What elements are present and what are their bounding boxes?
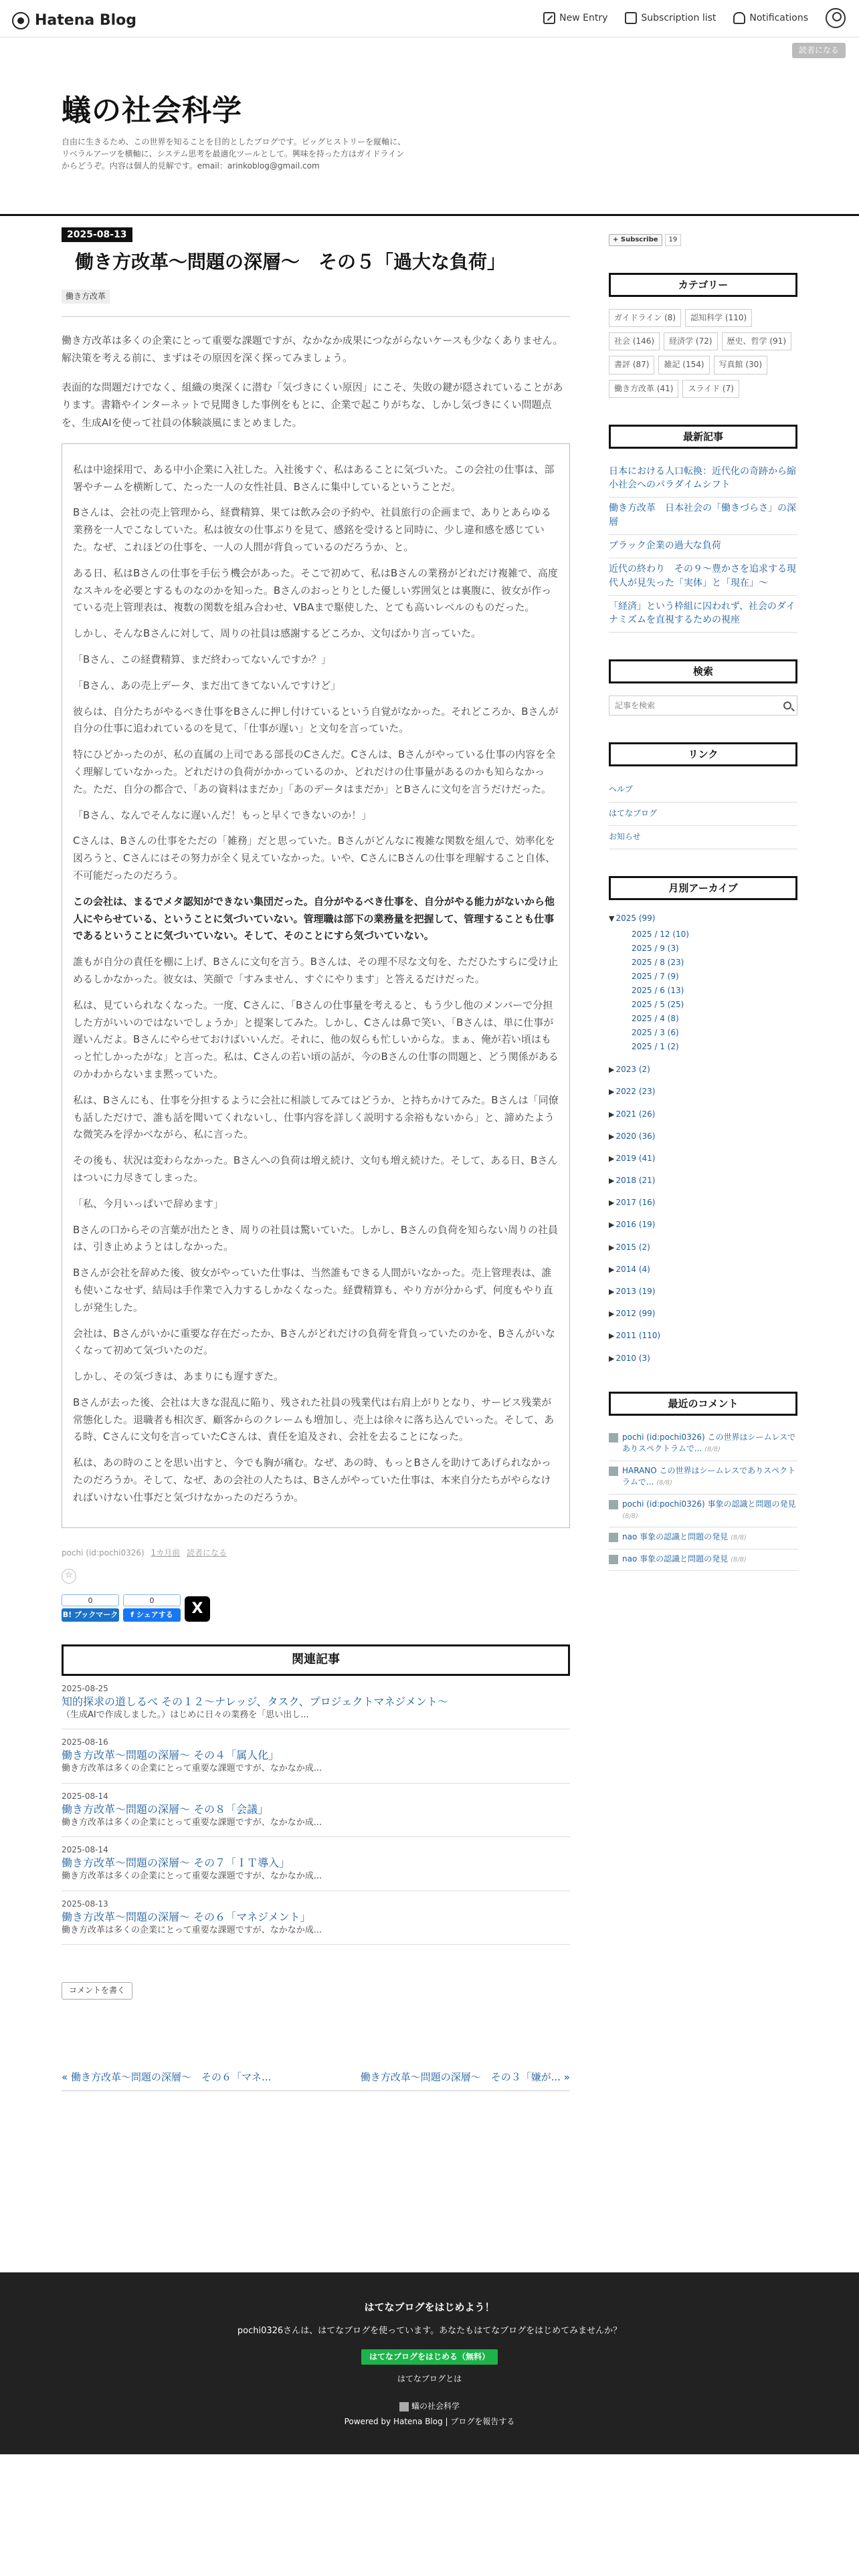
write-comment-button[interactable]: コメントを書く [62,1982,132,1999]
archive-year-label: 2018 (21) [615,1176,656,1186]
archive-year-label: 2010 (3) [615,1353,650,1363]
category-tag[interactable]: 社会 (146) [609,332,660,350]
caret-right-icon: ▶ [609,1176,615,1186]
commenter-avatar [609,1467,618,1476]
comment-item[interactable] [609,1428,797,1461]
story-paragraph: 「私、今月いっぱいで辞めます」 [73,1197,224,1210]
category-tag[interactable]: 認知科学 (110) [685,309,752,327]
next-entry-link[interactable]: 働き方改革〜問題の深層〜 その３「嫌が... » [360,2070,570,2083]
hatena-bookmark-share[interactable] [62,1594,119,1622]
caret-right-icon: ▶ [609,1065,615,1075]
pen-icon [543,12,555,24]
comment-date: (8/8) [656,1479,673,1487]
comment-item[interactable] [609,1527,797,1549]
footer-heading: はてなブログをはじめよう！ [364,2301,495,2313]
archive-year-label: 2017 (16) [615,1198,656,1208]
comment-date: (8/8) [730,1534,747,1542]
entry-title[interactable]: 働き方改革〜問題の深層〜 その５「過大な負荷」 [75,251,506,274]
archive-year[interactable] [609,912,797,925]
category-list [609,309,797,398]
comment-date: (8/8) [704,1446,721,1454]
story-paragraph: Bさんは、会社の売上管理から、経費精算、果ては飲み会の予約や、社員旅行の企画まで、ありとあらゆる業務を一人でこなしていた。私は彼女の仕事ぶりを見て、感銘を受けると同時に、少し違和感を感じていた。なぜ、これほどの仕事を、一人の人間が背負っているのだろうか、と。 [73,506,551,554]
story-paragraph: しかし、その気づきは、あまりにも遅すぎた。 [73,1370,284,1383]
hatena-bookmark-button[interactable]: B! ブックマーク [62,1608,119,1622]
link-item[interactable]: お知らせ [609,826,797,849]
caret-right-icon: ▶ [609,1309,615,1319]
hatena-blog-logo[interactable] [12,9,136,32]
story-paragraph: 誰もが自分の責任を棚に上げ、Bさんに文句を言う。Bさんは、その理不尽な文句を、ただひたすらに受け止めるしかなかった。彼女は、笑顔で「すみません、すぐにやります」と答えるだけだった。 [73,956,558,985]
entry-date[interactable]: 2025-08-13 [62,227,132,242]
archive-year-label: 2016 (19) [615,1220,656,1230]
story-paragraph: Cさんは、Bさんの仕事をただの「雑務」だと思っていた。Bさんがどんなに複雑な関数を組んで、効率化を図ろうと、Cさんにはその努力が全く見えていなかった。いや、CさんにBさんの仕事を理解すること自体、不可能だったのだろう。 [73,835,555,881]
related-item[interactable] [62,1784,570,1838]
commenter-avatar [609,1533,618,1542]
caret-right-icon: ▶ [609,1331,615,1341]
related-date: 2025-08-25 [62,1683,108,1693]
entry-category[interactable]: 働き方改革 [62,290,110,304]
subscribe-button[interactable]: + Subscribe [609,234,662,246]
footer-blog-name[interactable] [0,2400,859,2413]
related-excerpt: 働き方改革は多くの企業にとって重要な課題ですが、なかなか成... [62,1925,322,1935]
intro-paragraph: 働き方改革は多くの企業にとって重要な課題ですが、なかなか成果につながらないケースも少なくありません。解決策を考える前に、まずはその原因を深く探ってみましょう。 [62,334,563,364]
archive-list [609,912,797,1365]
category-tag[interactable]: 書評 (87) [609,356,654,374]
archive-month[interactable]: 2025 / 6 (13) [632,986,684,996]
caret-right-icon: ▶ [609,1198,615,1208]
start-blog-button[interactable]: はてなブログをはじめる（無料） [361,2349,498,2365]
related-excerpt: 働き方改革は多くの企業にとって重要な課題ですが、なかなか成... [62,1763,322,1774]
related-item[interactable] [62,1676,570,1730]
category-tag[interactable]: 写真館 (30) [714,356,767,374]
search-box [609,695,797,716]
links-list [609,778,797,849]
site-footer [0,2272,859,2454]
category-tag[interactable]: 経済学 (72) [664,332,717,350]
comment-item[interactable] [609,1461,797,1495]
related-excerpt: （生成AIで作成しました。）はじめに日々の業務を「思い出し... [62,1709,309,1720]
comment-item[interactable] [609,1495,797,1528]
powered-by[interactable]: Powered by Hatena Blog | ブログを報告する [344,2417,515,2427]
archive-year-label: 2022 (23) [615,1087,656,1097]
caret-right-icon: ▶ [609,1287,615,1297]
related-title[interactable]: 働き方改革〜問題の深層〜 その７「ＩＴ導入」 [62,1856,290,1870]
hatena-logo-icon [12,12,29,29]
subscription-list-link[interactable] [625,11,716,25]
category-module [609,273,797,398]
bell-icon [733,12,745,24]
story-paragraph: その後も、状況は変わらなかった。Bさんへの負荷は増え続け、文句も増え続けた。そして、ある日、Bさんはついに力尽きてしまった。 [73,1154,558,1184]
hatena-bookmark-count: 0 [62,1594,119,1606]
story-paragraph: 私は、見ていられなくなった。一度、Cさんに、「Bさんの仕事量を考えると、もう少し他のメンバーで分担した方がいいのではないでしょうか」と提案してみた。しかし、Cさんは鼻で笑い、「Bさんは、単に仕事が遅いんだよ。Bさんにやらせておけばいいんだ。それに、他の奴らも忙しいからな。まぁ、俺が若い頃はもっと忙しかったがな」と言った。私は、Cさんの若い頃の話が、今のBさんの仕事の問題と、どう関係があるのかわからないまま黙っていた。 [73,998,559,1080]
archive-month[interactable]: 2025 / 7 (9) [632,972,679,982]
story-paragraph: ある日、私はBさんの仕事を手伝う機会があった。そこで初めて、私はBさんの業務がどれだけ複雑で、高度なスキルを必要とするものなのかを知った。Bさんのおっとりとした優しい雰囲気とは裏腹に、彼女が作っている売上管理表は、複数の関数を組み合わせ、VBAまで駆使した、とても高いレベルのものだった。 [73,566,558,614]
related-date: 2025-08-16 [62,1737,108,1747]
archive-year-label: 2014 (4) [615,1264,650,1274]
archive-month[interactable]: 2025 / 4 (8) [632,1014,679,1024]
archive-year[interactable] [609,1352,797,1365]
story-paragraph: Bさんの口からその言葉が出たとき、周りの社員は驚いていた。しかし、Bさんの負荷を知らない周りの社員は、引き止めようとはしなかった。 [73,1223,558,1253]
brand-name: Hatena Blog [35,12,137,29]
archive-year[interactable] [609,1329,797,1342]
x-share-icon[interactable]: X [185,1596,210,1622]
facebook-share-button[interactable]: f シェアする [123,1608,181,1622]
story-paragraph: 私は中途採用で、ある中小企業に入社した。入社後すぐ、私はあることに気づいた。この会社の仕事は、部署やチームを横断して、たった一人の女性社員、Bさんに集中しているということだ。 [73,463,555,493]
archive-year-label: 2025 (99) [615,913,656,923]
archive-month[interactable]: 2025 / 9 (3) [632,944,679,954]
story-emphasis-paragraph: この会社は、まるでメタ認知ができない集団だった。自分がやるべき仕事を、自分がやる能力がないから他人にやらせている、ということに気づいていない。管理職は部下の業務量を把握して、管理することも仕事であるということに気づいていない。そして、そのことにすら気づいていない。 [73,895,555,942]
related-excerpt: 働き方改革は多くの企業にとって重要な課題ですが、なかなか成... [62,1871,322,1882]
caret-right-icon: ▶ [609,1087,615,1097]
story-paragraph: 私は、Bさんにも、仕事を分担するように会社に相談してみてはどうか、と持ちかけてみた。Bさんは「同僚も話しただけで、誰も話を聞いてくれないし、仕事内容を詳しく説明する余裕もないから」と、諦めたような微笑みを浮かべながら、私に言った。 [73,1093,559,1141]
comment-text[interactable]: pochi (id:pochi0326) 事象の認識と問題の発見 [622,1499,796,1509]
related-title[interactable]: 働き方改革〜問題の深層〜 その８「会議」 [62,1802,269,1816]
entry-footer [62,1547,570,1560]
story-paragraph: 私は、あの時のことを思い出すと、今でも胸が痛む。なぜ、あの時、もっとBさんを助けてあげられなかったのだろうか。そして、なぜ、あの会社の人たちは、Bさんがやっていた仕事は、本来自分たちがやらなければいけない仕事だと気づけなかったのだろうか。 [73,1457,551,1503]
footer-message: pochi0326さんは、はてなブログを使っています。あなたもはてなブログをはじめてみませんか？ [237,2326,622,2336]
archive-year[interactable] [609,1196,797,1209]
share-buttons [62,1594,570,1622]
caret-right-icon: ▶ [609,1154,615,1163]
category-tag[interactable]: 歴史、哲学 (91) [722,332,791,350]
archive-year[interactable] [609,1241,797,1254]
comment-item[interactable] [609,1549,797,1572]
archive-year-label: 2015 (2) [615,1242,650,1252]
recent-entries-title: 最新記事 [609,425,797,449]
category-tag[interactable]: ガイドライン (8) [609,309,681,327]
user-avatar-icon[interactable] [826,8,846,28]
recent-entries-list [609,461,797,633]
comment-date: (8/8) [622,1512,638,1520]
archive-year-label: 2019 (41) [615,1153,656,1163]
new-entry-link[interactable] [543,11,607,25]
entry-pager [62,2069,570,2085]
recent-entry-link[interactable]: 「経済」という枠組に囚われず、社会のダイナミズムを直視するための視座 [609,596,797,633]
global-header [0,0,859,37]
search-title: 検索 [609,659,797,683]
story-paragraph: 特にひどかったのが、私の直属の上司である部長のCさんだ。Cさんは、Bさんがやっている仕事の内容を全く理解していなかった。どれだけの負荷がかかっているのか、どれだけの仕事量があるのかも知らなかった。ただ、自分の都合で、「あの資料はまだか」「あのデータはまだか」とBさんに文句を言うだけだった。 [73,748,556,795]
archive-year[interactable] [609,1263,797,1276]
title-divider [62,316,570,317]
category-tag[interactable]: 雑記 (154) [658,356,709,374]
search-module [609,659,797,716]
header-divider [0,214,859,216]
related-item[interactable] [62,1891,570,1945]
story-paragraph: 「Bさん、あの売上データ、まだ出てきてないんですけど」 [73,679,341,691]
related-date: 2025-08-14 [62,1845,108,1855]
archive-year-label: 2013 (19) [615,1287,656,1297]
archive-year[interactable] [609,1152,797,1165]
caret-right-icon: ▶ [609,1243,615,1252]
subscribe-widget [609,234,797,246]
archive-year[interactable] [609,1174,797,1187]
sidebar [609,234,797,1571]
related-list [62,1676,570,1945]
recent-entries-module [609,425,797,633]
subscribe-count: 19 [665,234,682,246]
comment-date: (8/8) [730,1555,747,1564]
archive-year-label: 2021 (26) [615,1109,656,1119]
comments-module [609,1392,797,1572]
pager-divider [62,2090,570,2091]
comment-text[interactable]: HARANO この世界はシームレスでありスペクトラムで... [622,1465,796,1487]
story-box [62,443,570,1528]
facebook-share-count: 0 [123,1594,181,1606]
new-entry-label: New Entry [559,12,608,23]
story-paragraph: Bさんが会社を辞めた後、彼女がやっていた仕事は、当然誰もできる人間がいなかった。売上管理表は、誰も使いこなせず、結局は手作業で入力するしかなくなった。経費精算も、やり方が分からず、何度もやり直しが発生した。 [73,1267,553,1313]
archive-month[interactable]: 2025 / 1 (2) [632,1042,679,1052]
subscribe-label: Subscribe [620,236,658,243]
related-date: 2025-08-13 [62,1899,108,1909]
recent-entry-link[interactable]: 近代の終わり その９〜豊かさを追求する現代人が見失った「実体」と「現在」〜 [609,558,797,596]
footer-reader-link[interactable]: 読者になる [187,1547,227,1558]
story-paragraph: 「Bさん、この経費精算、まだ終わってないんですか？」 [73,653,332,665]
archive-year[interactable] [609,1307,797,1320]
category-title: カテゴリー [609,273,797,297]
archive-year[interactable] [609,1285,797,1298]
notifications-label: Notifications [749,12,808,23]
related-title[interactable]: 知的探求の道しるべ その１２〜ナレッジ、タスク、プロジェクトマネジメント〜 [62,1695,448,1708]
archive-month[interactable]: 2025 / 12 (10) [632,930,689,940]
main-column [62,227,570,2091]
link-item[interactable]: ヘルプ [609,778,797,802]
blog-title[interactable]: 蟻の社会科学 [62,94,242,128]
links-title: リンク [609,742,797,766]
archive-month[interactable]: 2025 / 3 (6) [632,1028,679,1038]
comments-list [609,1428,797,1572]
category-tag[interactable]: 働き方改革 (41) [609,380,678,398]
caret-right-icon: ▶ [609,1132,615,1141]
related-date: 2025-08-14 [62,1791,108,1801]
book-icon [625,12,637,24]
recent-entry-link[interactable]: 日本における人口転換：近代化の奇跡から縮小社会へのパラダイムシフト [609,461,797,498]
archive-year[interactable] [609,1130,797,1143]
blog-icon [399,2402,409,2411]
link-item[interactable]: はてなブログ [609,802,797,826]
recent-entry-link[interactable]: 働き方改革 日本社会の「働きづらさ」の深層 [609,498,797,535]
facebook-share[interactable] [123,1594,181,1622]
story-paragraph: しかし、そんなBさんに対して、周りの社員は感謝するどころか、文句ばかり言っていた。 [73,627,481,640]
related-item[interactable] [62,1837,570,1891]
search-icon[interactable] [783,702,791,710]
related-item[interactable] [62,1729,570,1784]
commenter-avatar [609,1555,618,1564]
story-paragraph: 会社は、Bさんがいかに重要な存在だったか、Bさんがどれだけの負荷を背負っていたのかを、Bさんがいなくなって初めて気づいたのだ。 [73,1327,555,1357]
caret-right-icon: ▶ [609,1354,615,1363]
archive-months [632,928,797,1054]
archive-year-label: 2023 (2) [615,1065,650,1075]
archive-year-label: 2011 (110) [615,1331,661,1341]
archive-year-label: 2012 (99) [615,1309,656,1319]
category-tag[interactable]: スライド (7) [682,380,739,398]
comment-text[interactable]: nao 事象の認識と問題の発見 [622,1553,729,1564]
footer-blog-title: 蟻の社会科学 [411,2401,460,2411]
about-hatena-link[interactable]: はてなブログとは [397,2373,462,2383]
archive-title: 月別アーカイブ [609,876,797,900]
archive-year[interactable] [609,1218,797,1231]
archive-month[interactable]: 2025 / 5 (25) [632,1000,684,1010]
caret-down-icon: ▼ [609,914,615,923]
comment-text[interactable]: nao 事象の認識と問題の発見 [622,1532,729,1542]
blog-description: 自由に生きるため、この世界を知ることを目的としたブログです。ビッグヒストリーを縦軸に、リベラルアーツを横軸に、システム思考を最適化ツールとして。興味を持った方はガイドラインからどうぞ。内容は個人的見解です。email：arinkoblog@gmail.com [62,136,406,171]
archive-module [609,876,797,1365]
prev-entry-link[interactable]: « 働き方改革〜問題の深層〜 その６「マネ... [62,2070,272,2083]
caret-right-icon: ▶ [609,1220,615,1230]
blog-header [62,94,409,172]
entry-author[interactable]: pochi (id:pochi0326) [62,1547,145,1558]
recent-entry-link[interactable]: ブラック企業の過大な負荷 [609,535,797,558]
archive-month[interactable]: 2025 / 8 (23) [632,958,684,968]
comments-title: 最近のコメント [609,1392,797,1416]
story-paragraph: 彼らは、自分たちがやるべき仕事をBさんに押し付けているという自覚がなかった。それどころか、Bさんが自分の仕事に追われているのを見て、「仕事が遅い」と文句を言っていた。 [73,705,559,735]
archive-year-label: 2020 (36) [615,1131,656,1141]
entry-time[interactable]: 1カ月前 [151,1547,181,1558]
notifications-link[interactable] [733,11,808,25]
related-title[interactable]: 働き方改革〜問題の深層〜 その４「属人化」 [62,1749,280,1762]
intro-paragraph: 表面的な問題だけでなく、組織の奥深くに潜む「気づきにくい原因」にこそ、失敗の鍵が隠されていることがあります。書籍やインターネットで見聞きした事例をもとに、企業で起こりがちな、しかし気づきにくい問題点を、生成AIを使って社員の体験談風にまとめました。 [62,381,563,429]
global-nav [543,8,846,28]
add-star-icon[interactable]: ☆ [62,1569,76,1584]
links-module [609,742,797,849]
archive-year[interactable] [609,1085,797,1098]
related-excerpt: 働き方改革は多くの企業にとって重要な課題ですが、なかなか成... [62,1817,322,1828]
story-paragraph: 「Bさん、なんでそんなに遅いんだ！もっと早くできないのか！」 [73,809,372,821]
search-input[interactable] [615,701,783,710]
commenter-avatar [609,1433,618,1442]
caret-right-icon: ▶ [609,1265,615,1274]
related-heading: 関連記事 [62,1644,570,1676]
related-title[interactable]: 働き方改革〜問題の深層〜 その６「マネジメント」 [62,1910,311,1923]
comment-text[interactable]: pochi (id:pochi0326) この世界はシームレスでありスペクトラムで... [622,1432,796,1454]
story-paragraph: Bさんが去った後、会社は大きな混乱に陥り、残された社員の残業代は右肩上がりとなり、サービス残業が常態化した。退職者も相次ぎ、顧客からのクレームも増加し、売上は徐々に落ち込んでいった。そして、ある時、Cさんに文句を言っていたCさんは、責任を追及され、会社を去ることになった。 [73,1396,555,1443]
archive-year[interactable] [609,1063,797,1076]
commenter-avatar [609,1500,618,1509]
archive-year[interactable] [609,1108,797,1121]
subscription-list-label: Subscription list [641,12,717,23]
become-reader-button[interactable]: 読者になる [792,43,846,58]
caret-right-icon: ▶ [609,1109,615,1119]
